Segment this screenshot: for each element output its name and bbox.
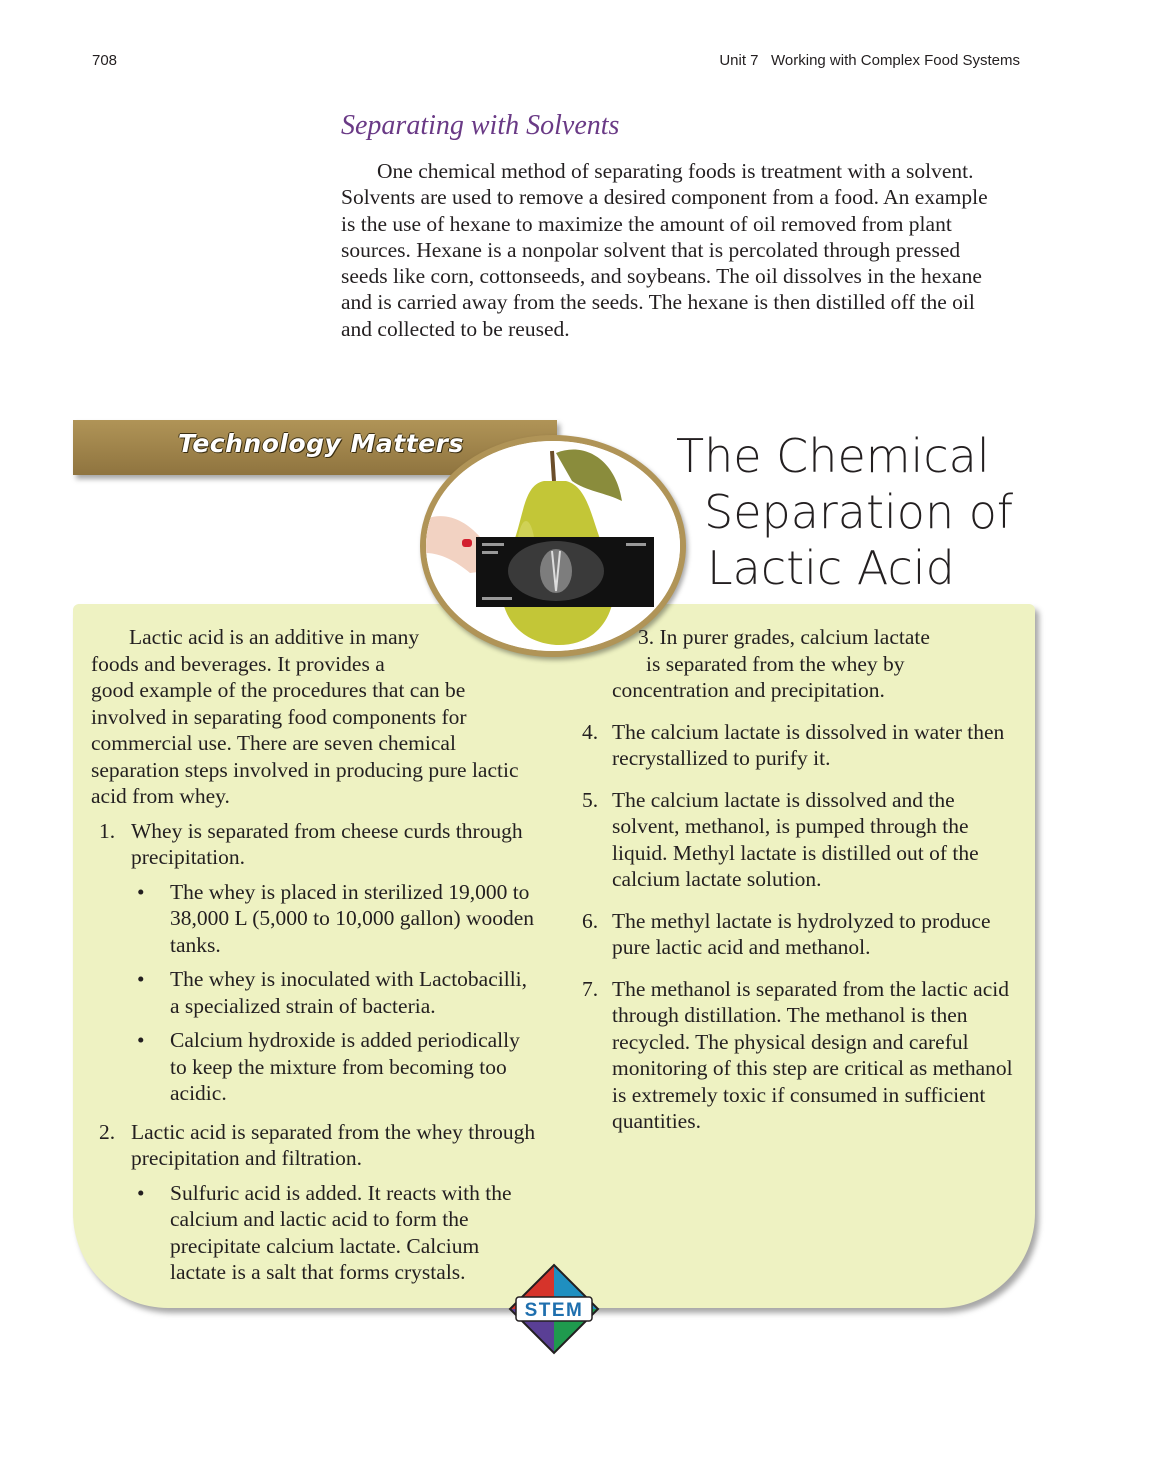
step-text: Whey is separated from cheese curds through precipitation. [131,818,523,869]
bullet-icon: • [137,967,145,991]
step-text-line: is separated from the whey by [646,651,905,676]
intro-line: Lactic acid is an additive in many [129,625,420,649]
section-heading: Separating with Solvents [341,110,620,141]
bullet-icon: • [137,1028,145,1052]
bullet-text: The whey is placed in sterilized 19,000 to 38,000 L (5,000 to 10,000 gallon) wooden tanks. [170,879,535,957]
step-3 [582,624,1022,704]
step-number: 7. [582,976,599,1001]
step-5 [582,787,1022,893]
pear-stem [552,451,554,481]
step-text: The methanol is separated from the lactic acid through distillation. The methanol is then recycled. The physical design and careful monitoring of this step are critical as methanol is extremely toxic if consumed in sufficient quantities. [612,976,1013,1133]
bullet-icon: • [137,1180,145,1205]
left-column [91,624,536,1286]
step-text: The calcium lactate is dissolved and the solvent, methanol, is pumped through the liquid. Methyl lactate is distilled out of the calcium lactate solution. [612,787,979,891]
step-number: 5. [582,787,599,812]
step-text: The methyl lactate is hydrolyzed to produce pure lactic acid and methanol. [612,908,991,959]
feature-title [676,428,1013,596]
bullet-text: The whey is inoculated with Lactobacilli, a specialized strain of bacteria. [170,967,528,1018]
intro-line: foods and beverages. It provides a [91,651,385,676]
step-4 [582,719,1022,772]
intro-paragraph: good example of the procedures that can be involved in separating food components for commercial use. There are seven chemical separation steps involved in producing pure lactic acid from whey. [91,678,519,808]
step-text: Lactic acid is separated from the whey through precipitation and filtration. [131,1119,536,1170]
bullet-item [91,879,536,959]
fingernail [462,539,472,547]
step-number: 3. [638,625,655,649]
title-line: Lactic Acid [707,541,955,595]
step-2 [91,1119,536,1172]
bullet-item [91,1180,536,1286]
step-text: The calcium lactate is dissolved in water then recrystallized to purify it. [612,719,1005,770]
title-line: Separation of [704,485,1014,539]
step-text-line: concentration and precipitation. [612,678,885,702]
title-line: The Chemical [676,429,990,483]
bullet-item [91,1027,536,1107]
step-6 [582,908,1022,961]
pear-illustration [426,441,680,651]
step-number: 2. [99,1119,116,1144]
section-body: One chemical method of separating foods is treatment with a solvent. Solvents are used to remove a desired component from a food. An example is the use of hexane to maximize the amount of oil removed from plant sources. Hexane is a nonpolar solvent that is percolated through pressed seeds like corn, cottonseeds, and soybeans. The oil dissolves in the hexane and is carried away from the seeds. The hexane is then distilled off the oil and collected to be reused. [341,159,988,341]
stem-label: STEM [524,1300,584,1321]
step-1 [91,818,536,871]
step-text: In purer grades, calcium lactate [659,625,930,649]
step-number: 1. [99,818,116,843]
page-number: 708 [92,52,118,69]
bullet-icon: • [137,879,145,904]
intro-first-lines [91,624,441,677]
banner-label: Technology Matters [178,429,464,458]
step-number: 4. [582,719,599,744]
step-number: 6. [582,908,599,933]
bullet-text: Sulfuric acid is added. It reacts with the calcium and lactic acid to form the precipitate calcium lactate. Calcium lactate is a salt that forms crystals. [170,1180,512,1284]
bullet-text: Calcium hydroxide is added periodically to keep the mixture from becoming too acidic. [170,1028,520,1105]
bullet-item [91,966,536,1019]
right-column [582,624,1022,1150]
running-header: Unit 7 Working with Complex Food Systems [719,52,1020,69]
step-7 [582,976,1022,1135]
stem-badge [508,1263,600,1355]
